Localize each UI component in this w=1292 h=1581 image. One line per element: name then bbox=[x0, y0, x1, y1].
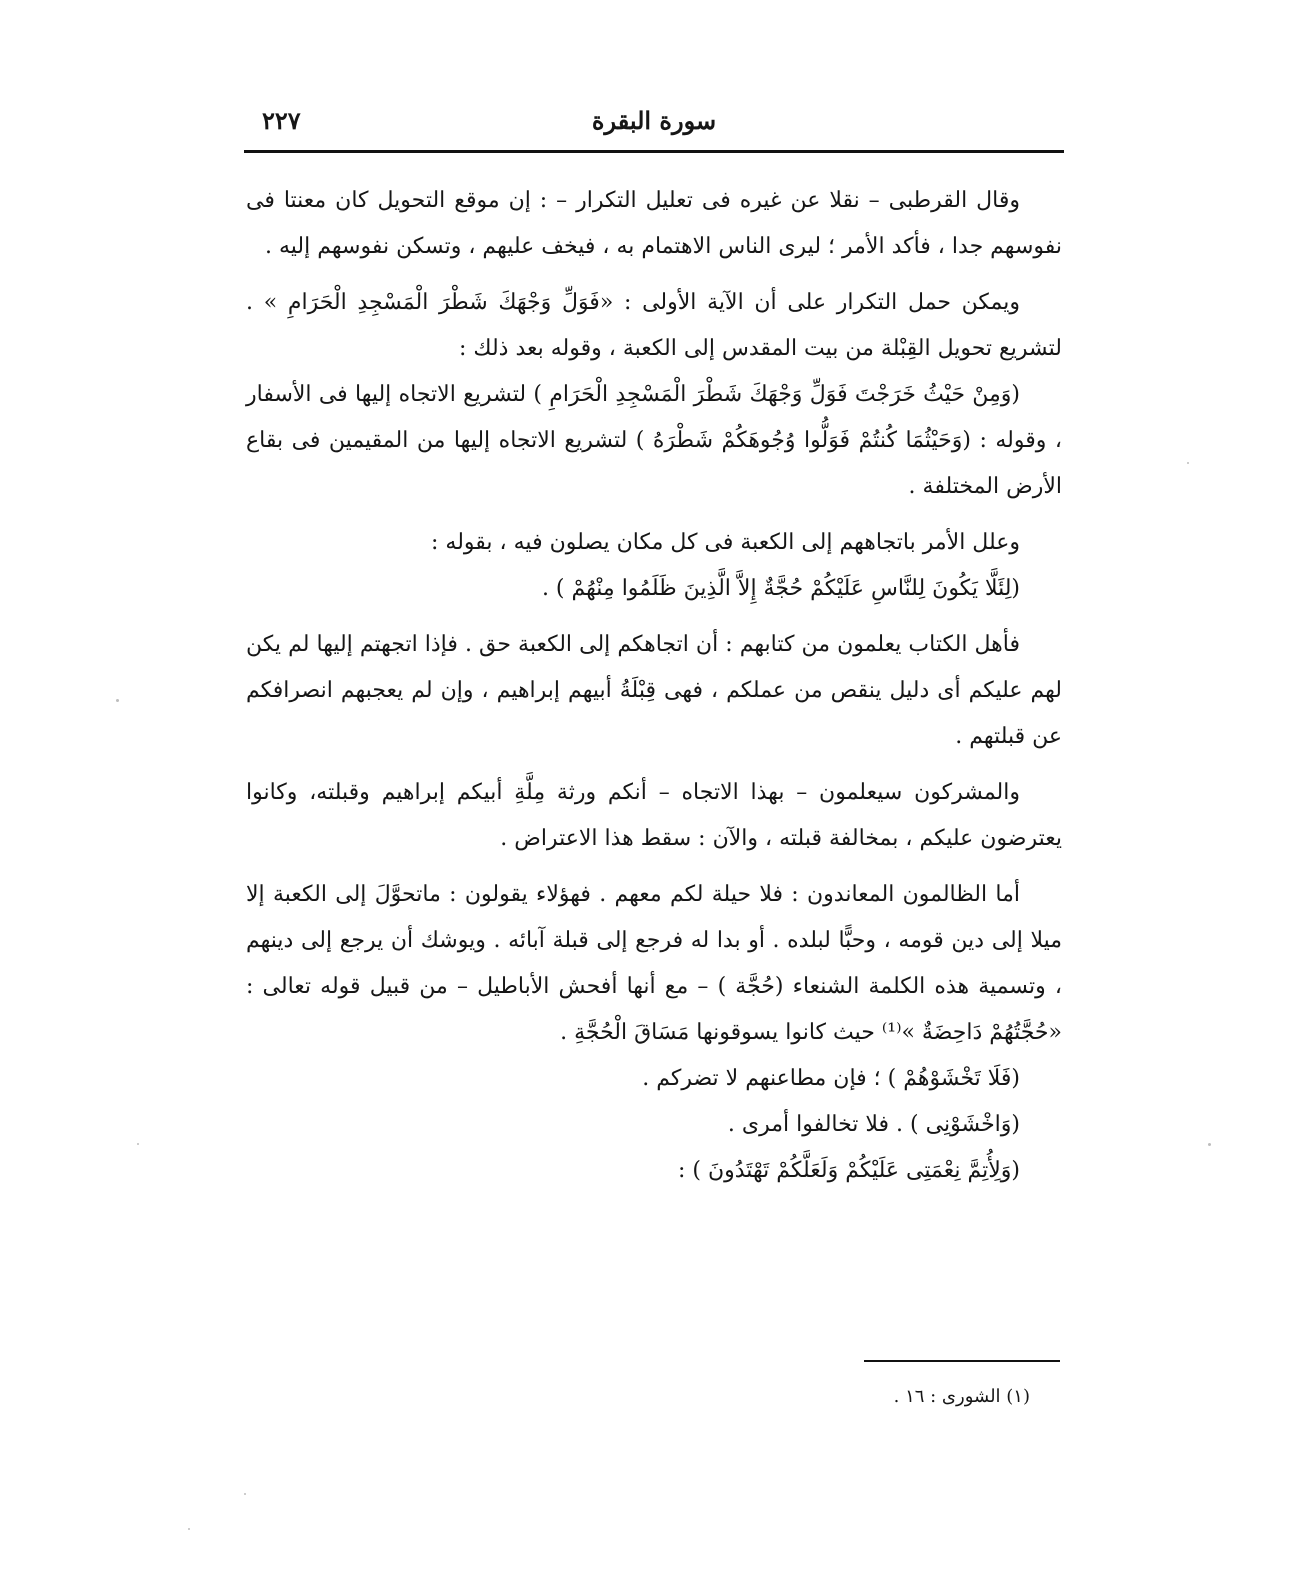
footnote: (١) الشورى : ١٦ . bbox=[893, 1386, 1030, 1407]
closing-verse-1: (فَلَا تَخْشَوْهُمْ ) ؛ فإن مطاعنهم لا تضركم . bbox=[642, 1066, 1020, 1091]
paragraph-qurtubi: وقال القرطبى – نقلا عن غيره فى تعليل التكرار – : إن موقع التحويل كان معنتا فى نفوسهم جدا ، فأكد الأمر ؛ ليرى الناس الاهتمام به ، فيخف عليهم ، وتسكن نفوسهم إليه . bbox=[246, 188, 1062, 259]
scan-speck bbox=[1187, 462, 1189, 464]
footnote-rule bbox=[864, 1360, 1060, 1362]
paragraph-repetition: ويمكن حمل التكرار على أن الآية الأولى : «فَوَلِّ وَجْهَكَ شَطْرَ الْمَسْجِدِ الْحَرَامِ » . لتشريع تحويل القِبْلة من بيت المقدس إلى الكعبة ، وقوله بعد ذلك : bbox=[246, 290, 1062, 361]
surah-title: سورة البقرة bbox=[591, 106, 717, 135]
paragraph-travel-verse: (وَمِنْ حَيْثُ خَرَجْتَ فَوَلِّ وَجْهَكَ شَطْرَ الْمَسْجِدِ الْحَرَامِ ) لتشريع الاتجاه إليها فى الأسفار ، وقوله : (وَحَيْثُمَا كُنتُمْ فَوَلُّوا وُجُوهَكُمْ شَطْرَهُ ) لتشريع الاتجاه إليها من المقيمين فى بقاع الأرض المختلفة . bbox=[246, 382, 1062, 499]
page-body bbox=[246, 178, 1062, 1194]
closing-verse-2: (وَاخْشَوْنِى ) . فلا تخالفوا أمرى . bbox=[727, 1112, 1020, 1137]
scan-speck bbox=[137, 1143, 139, 1145]
paragraph-people-of-book: فأهل الكتاب يعلمون من كتابهم : أن اتجاهكم إلى الكعبة حق . فإذا اتجهتم إليها لم يكن لهم عليكم أى دليل ينقص من عملكم ، فهى قِبْلَةُ أبيهم إبراهيم ، وإن لم يعجبهم انصرافكم عن قبلتهم . bbox=[246, 632, 1062, 749]
page-number: ٢٢٧ bbox=[262, 106, 301, 135]
paragraph-oppressors: أما الظالمون المعاندون : فلا حيلة لكم معهم . فهؤلاء يقولون : ماتحوَّلَ إلى الكعبة إلا ميلا إلى دين قومه ، وحبًّا لبلده . أو بدا له فرجع إلى قبلة آبائه . ويوشك أن يرجع إلى دينهم ، وتسمية هذه الكلمة الشنعاء (حُجَّة ) – مع أنها أفحش الأباطيل – من قبيل قوله تعالى : «حُجَّتُهُمْ دَاحِضَةٌ »⁽¹⁾ حيث كانوا يسوقونها مَسَاقَ الْحُجَّةِ . bbox=[246, 882, 1062, 1045]
scan-speck bbox=[188, 1528, 190, 1530]
header-rule bbox=[244, 150, 1064, 153]
scan-speck bbox=[1208, 1143, 1211, 1146]
reason-verse: (لِئَلَّا يَكُونَ لِلنَّاسِ عَلَيْكُمْ حُجَّةٌ إِلاَّ الَّذِينَ ظَلَمُوا مِنْهُمْ ) . bbox=[541, 576, 1020, 601]
reason-intro: وعلل الأمر باتجاههم إلى الكعبة فى كل مكان يصلون فيه ، بقوله : bbox=[431, 530, 1020, 555]
page-header bbox=[246, 106, 1062, 146]
scan-speck bbox=[244, 1493, 246, 1495]
closing-verse-3: (وَلِأُتِمَّ نِعْمَتِى عَلَيْكُمْ وَلَعَلَّكُمْ تَهْتَدُونَ ) : bbox=[678, 1158, 1020, 1183]
paragraph-polytheists: والمشركون سيعلمون – بهذا الاتجاه – أنكم ورثة مِلَّةِ أبيكم إبراهيم وقبلته، وكانوا يعترضون عليكم ، بمخالفة قبلته ، والآن : سقط هذا الاعتراض . bbox=[246, 780, 1062, 851]
scan-speck bbox=[116, 699, 119, 702]
